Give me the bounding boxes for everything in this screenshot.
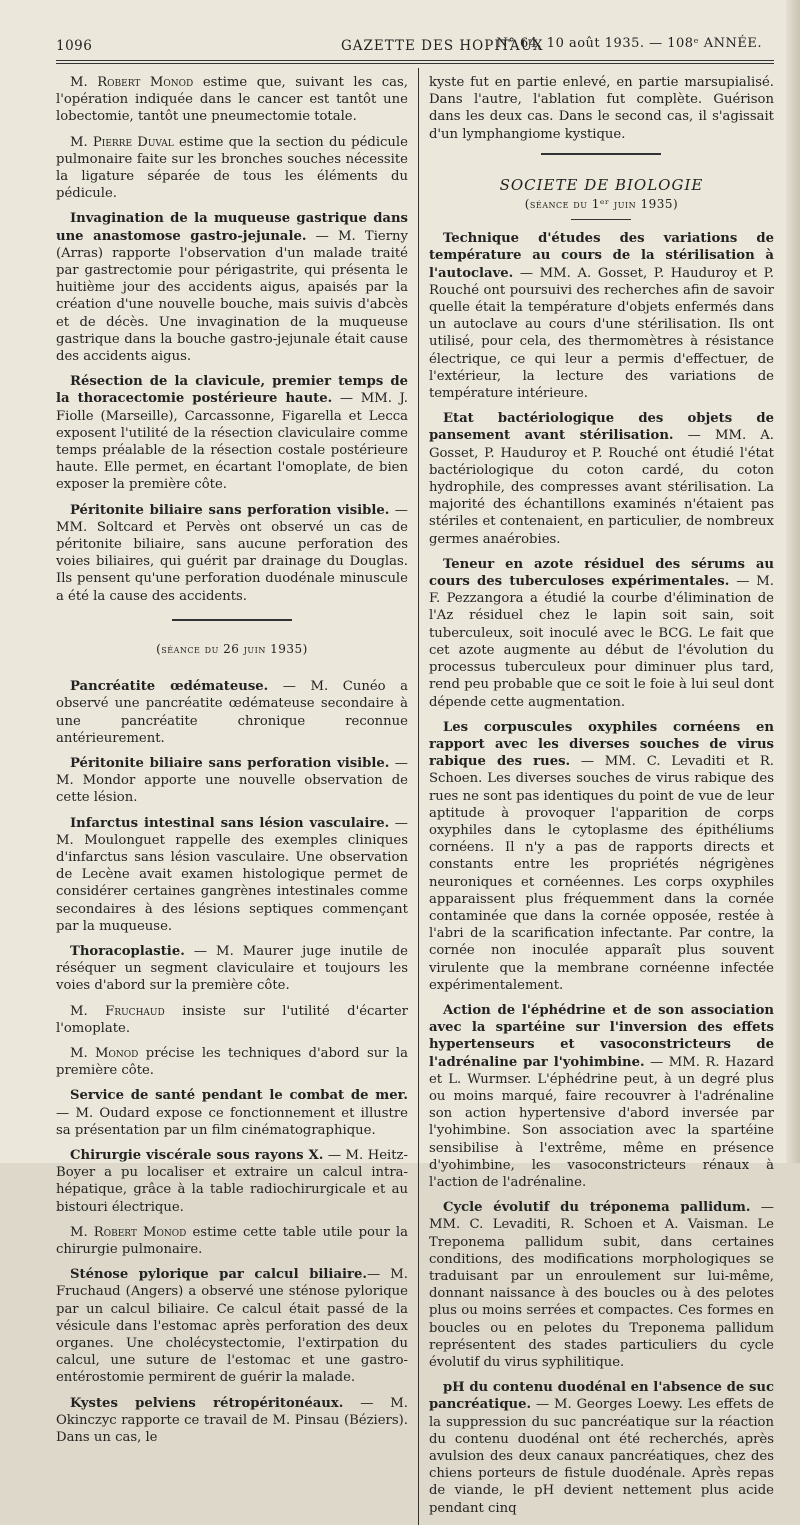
- issue-line: N° 64, 10 août 1935. — 108ᵉ ANNÉE.: [496, 36, 762, 51]
- left-column: [56, 74, 418, 1525]
- paragraph: Thoracoplastie. — M. Maurer juge inutile de réséquer un segment claviculaire et toujours les voies d'abord sur la première côte.: [56, 943, 408, 994]
- paragraph: Service de santé pendant le combat de mer. — M. Oudard expose ce fonctionnement et illustre sa présentation par un film cinématographique.: [56, 1088, 408, 1138]
- page-header: [56, 30, 774, 56]
- paragraph: Infarctus intestinal sans lésion vasculaire. — M. Moulonguet rappelle des exemples cliniques d'infarctus sans lésion vasculaire. Une observation de Lecène avait examen histologique permet de considérer certaines gangrènes intestinales comme secondaires à des lésions septiques commençant par la muqueuse.: [56, 815, 408, 934]
- paragraph: Cycle évolutif du tréponema pallidum. — MM. C. Levaditi, R. Schoen et A. Vaisman. Le Treponema pallidum subit, dans certaines conditions, des modifications morphologiques se traduisant par un enroulement sur lui-même, donnant naissance à des boucles ou à des pelotes plus ou moins serrées et compactes. Ces formes en boucles ou en pelotes du Treponema pallidum représentent des stades particuliers du cycle évolutif du virus syphilitique.: [428, 1200, 774, 1371]
- paragraph: Pancréatite œdémateuse. — M. Cunéo a observé une pancréatite œdémateuse secondaire à une pancréatite chronique reconnue antérieurement.: [56, 679, 408, 746]
- header-rule: [56, 60, 774, 64]
- section-rule-small: [571, 219, 631, 220]
- paragraph: Résection de la clavicule, premier temps de la thoracectomie postérieure haute. — MM. J. Fiolle (Marseille), Carcassonne, Figarella et Lecca exposent l'utilité de la résection claviculaire comme temps préalable de la résection costale postérieure haute. Elle permet, en écartant l'omoplate, de bien exposer la première côte.: [56, 374, 408, 493]
- paragraph: M. Robert Monod estime cette table utile pour la chirurgie pulmonaire.: [56, 1224, 408, 1257]
- section-rule: [172, 619, 292, 621]
- paragraph: Invagination de la muqueuse gastrique dans une anastomose gastro-jejunale. — M. Tierny (Arras) rapporte l'observation d'un malade traité par gastrectomie pour périgastrite, qui présenta le huitième jour des accidents aigus, apaisés par la création d'une nouvelle bouche, mais suivis d'abcès et de décès. Une invagination de la muqueuse gastrique dans la bouche gastro-jejunale était cause des accidents aigus.: [56, 211, 408, 365]
- right-column: [419, 74, 774, 1525]
- session-date: (séance du 1ᵉʳ juin 1935): [524, 197, 679, 212]
- paragraph: Technique d'études des variations de température au cours de la stérilisation à l'autoclave. — MM. A. Gosset, P. Hauduroy et P. Rouché ont poursuivi des recherches afin de savoir quelle était la température d'objets enfermés dans un autoclave au cours d'une stérilisation. Ils ont utilisé, pour cela, des thermomètres à résistance électrique, ce qui leur a permis d'effectuer, de l'extérieur, la lecture des variations de température intérieure.: [428, 231, 774, 402]
- columns: [56, 74, 774, 1525]
- paragraph: Péritonite biliaire sans perforation visible. — M. Mondor apporte une nouvelle observation de cette lésion.: [56, 755, 408, 806]
- session-date: (séance du 26 juin 1935): [156, 641, 308, 656]
- paragraph: M. Fruchaud insiste sur l'utilité d'écarter l'omoplate.: [56, 1003, 408, 1036]
- page-number: 1096: [56, 38, 93, 54]
- journal-title: GAZETTE DES HOPITAUX: [341, 38, 544, 54]
- society-heading: SOCIETE DE BIOLOGIE: [499, 175, 704, 194]
- paragraph: Les corpuscules oxyphiles cornéens en rapport avec les diverses souches de virus rabique des rues. — MM. C. Levaditi et R. Schoen. Les diverses souches de virus rabique des rues ne sont pas identiques du point de vue de leur aptitude à provoquer l'apparition de corps oxyphiles dans le cytoplasme des épithéliums cornéens. Il n'y a pas de rapports directs et constants entre les propriétés négrigènes neuroniques et cornéennes. Les corps oxyphiles apparaissent plus fréquemment dans la cornée contaminée que dans la cornée opposée, restée à l'abri de la scarification infectante. Par contre, la cornée non inoculée apparaît plus souvent virulente que la membrane cornéenne infectée expérimentalement.: [428, 719, 774, 993]
- paragraph: M. Robert Monod estime que, suivant les cas, l'opération indiquée dans le cancer est tantôt une lobectomie, tantôt une pneumectomie totale.: [56, 75, 408, 125]
- section-rule: [541, 153, 661, 155]
- paragraph: M. Monod précise les techniques d'abord sur la première côte.: [56, 1045, 408, 1079]
- page-edge-shadow: [786, 0, 800, 1163]
- paragraph: Teneur en azote résiduel des sérums au cours des tuberculoses expérimentales. — M. F. Pezzangora a étudié la courbe d'élimination de l'Az résiduel chez le lapin soit sain, soit tuberculeux, soit inoculé avec le BCG. Le fait que cet azote augmente au début de l'évolution du processus tuberculeux pour diminuer plus tard, rend peu probable que ce soit le foie à lui seul dont dépende cette augmentation.: [428, 556, 774, 710]
- paragraph: Chirurgie viscérale sous rayons X. — M. Heitz-Boyer a pu localiser et extraire un calcul intra-hépatique, grâce à la table radiochirurgicale et au bistouri électrique.: [56, 1147, 408, 1215]
- paragraph: M. Pierre Duval estime que la section du pédicule pulmonaire faite sur les bronches souches nécessite la ligature séparée de tous les éléments du pédicule.: [56, 134, 408, 202]
- paragraph: Kystes pelviens rétropéritonéaux. — M. Okinczyc rapporte ce travail de M. Pinsau (Béziers). Dans un cas, le: [56, 1395, 408, 1446]
- paragraph: Action de l'éphédrine et de son association avec la spartéine sur l'inversion des effets hypertenseurs et vasoconstricteurs de l'adrénaline par l'yohimbine. — MM. R. Hazard et L. Wurmser. L'éphédrine peut, à un degré plus ou moins marqué, faire recouvrer à l'adrénaline son action hypertensive d'abord inversée par l'yohimbine. Son association avec la spartéine sensibilise à l'extrême, même en présence d'yohimbine, les vasoconstricteurs rénaux à l'action de l'adrénaline.: [428, 1002, 774, 1190]
- paragraph: pH du contenu duodénal en l'absence de suc pancréatique. — M. Georges Loewy. Les effets de la suppression du suc pancréatique sur la réaction du contenu duodénal ont été recherchés, après avulsion des deux canaux pancréatiques, chez des chiens porteurs de fistule duodénale. Après repas de viande, le pH devient nettement plus acide pendant cinq: [428, 1380, 774, 1516]
- paragraph: Sténose pylorique par calcul biliaire.— M. Fruchaud (Angers) a observé une sténose pylorique par un calcul biliaire. Ce calcul était passé de la vésicule dans l'estomac après perforation des deux organes. Une cholécystectomie, l'extirpation du calcul, une suture de l'estomac et une gastro-entérostomie permirent de guérir la malade.: [56, 1267, 408, 1386]
- paragraph: Etat bactériologique des objets de pansement avant stérilisation. — MM. A. Gosset, P. Hauduroy et P. Rouché ont étudié l'état bactériologique du coton cardé, du coton hydrophile, des compresses avant stérilisation. La majorité des échantillons examinés n'étaient pas stériles et contenaient, en particulier, de nombreux germes anaérobies.: [428, 411, 774, 547]
- paragraph: kyste fut en partie enlevé, en partie marsupialisé. Dans l'autre, l'ablation fut complète. Guérison dans les deux cas. Dans le second cas, il s'agissait d'un lymphangiome kystique.: [428, 75, 774, 142]
- paragraph: Péritonite biliaire sans perforation visible. — MM. Soltcard et Pervès ont observé un cas de péritonite biliaire, sans aucune perforation des voies biliaires, qui guérit par drainage du Douglas. Ils pensent qu'une perforation duodénale minuscule a été la cause des accidents.: [56, 502, 408, 604]
